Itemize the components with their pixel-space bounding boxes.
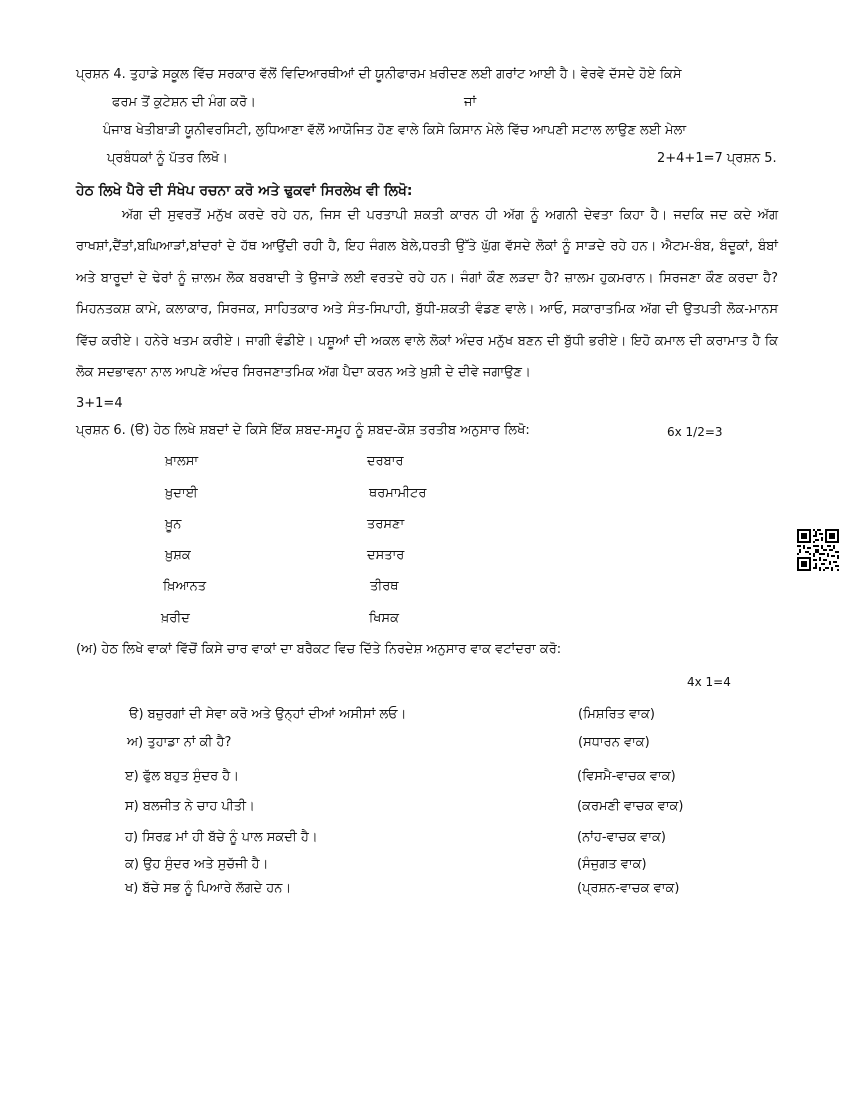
sentence-3: ੲ) ਫੁੱਲ ਬਹੁਤ ਸੁੰਦਰ ਹੈ। bbox=[125, 769, 240, 784]
q6a-heading: ਪ੍ਰਸ਼ਨ 6. (ੳ) ਹੇਠ ਲਿਖੇ ਸ਼ਬਦਾਂ ਦੇ ਕਿਸੇ ਇੱਕ ਸ਼ਬਦ-ਸਮੂਹ ਨੂੰ ਸ਼ਬਦ-ਕੋਸ਼ ਤਰਤੀਬ ਅਨੁਸਾਰ ਲਿਖੋ: bbox=[76, 423, 530, 438]
q4-line-1: ਪ੍ਰਸ਼ਨ 4. ਤੁਹਾਡੇ ਸਕੂਲ ਵਿੱਚ ਸਰਕਾਰ ਵੱਲੋਂ ਵਿਦਿਆਰਥੀਆਂ ਦੀ ਯੂਨੀਫਾਰਮ ਖ਼ਰੀਦਣ ਲਈ ਗਰਾਂਟ ਆਈ ਹੈ। ਵੇਰਵੇ ਦੱਸਦੇ ਹੋਏ ਕਿਸੇ bbox=[76, 67, 682, 82]
transform-1: (ਮਿਸ਼ਰਿਤ ਵਾਕ) bbox=[578, 707, 655, 722]
word-col1-5: ਖ਼ਿਆਨਤ bbox=[163, 579, 207, 594]
q5-marks: 3+1=4 bbox=[76, 396, 123, 412]
q4-or: ਜਾਂ bbox=[464, 95, 477, 110]
q6a-marks: 6x 1/2=3 bbox=[667, 425, 723, 439]
q4-line-4: ਪ੍ਰਬੰਧਕਾਂ ਨੂੰ ਪੱਤਰ ਲਿਖੋ। bbox=[107, 151, 228, 166]
word-col1-1: ਖ਼ਾਲਸਾ bbox=[165, 454, 199, 469]
q6b-heading: (ਅ) ਹੇਠ ਲਿਖੇ ਵਾਕਾਂ ਵਿੱਚੋਂ ਕਿਸੇ ਚਾਰ ਵਾਕਾਂ ਦਾ ਬਰੈਕਟ ਵਿਚ ਦਿੱਤੇ ਨਿਰਦੇਸ਼ ਅਨੁਸਾਰ ਵਾਕ ਵਟਾਂਦਰਾ ਕਰੋ: bbox=[76, 642, 562, 657]
word-col1-6: ਖ਼ਰੀਦ bbox=[161, 611, 190, 626]
q4-marks: 2+4+1=7 ਪ੍ਰਸ਼ਨ 5. bbox=[657, 151, 777, 166]
sentence-1: ੳ) ਬਜ਼ੁਰਗਾਂ ਦੀ ਸੇਵਾ ਕਰੋ ਅਤੇ ਉਨ੍ਹਾਂ ਦੀਆਂ ਅਸੀਸਾਂ ਲਓ। bbox=[129, 707, 407, 722]
q6b-marks: 4x 1=4 bbox=[687, 675, 731, 689]
sentence-5: ਹ) ਸਿਰਫ਼ ਮਾਂ ਹੀ ਬੱਚੇ ਨੂੰ ਪਾਲ ਸਕਦੀ ਹੈ। bbox=[125, 830, 318, 845]
word-col2-4: ਦਸਤਾਰ bbox=[367, 548, 405, 563]
q5-heading: ਹੇਠ ਲਿਖੇ ਪੈਰੇ ਦੀ ਸੰਖੇਪ ਰਚਨਾ ਕਰੋ ਅਤੇ ਢੁਕਵਾਂ ਸਿਰਲੇਖ ਵੀ ਲਿਖੋ: bbox=[76, 183, 413, 199]
word-col2-6: ਖਿਸਕ bbox=[369, 611, 399, 626]
q4-line-2: ਫਰਮ ਤੋਂ ਕੁਟੇਸ਼ਨ ਦੀ ਮੰਗ ਕਰੋ। bbox=[112, 95, 256, 110]
sentence-2: ਅ) ਤੁਹਾਡਾ ਨਾਂ ਕੀ ਹੈ? bbox=[127, 735, 232, 750]
transform-3: (ਵਿਸਮੈ-ਵਾਚਕ ਵਾਕ) bbox=[577, 769, 676, 784]
word-col1-2: ਖ਼ੁਦਾਈ bbox=[165, 486, 198, 501]
sentence-4: ਸ) ਬਲਜੀਤ ਨੇ ਚਾਹ ਪੀਤੀ। bbox=[125, 799, 255, 814]
q5-paragraph: ਅੱਗ ਦੀ ਸੁਵਰਤੋਂ ਮਨੁੱਖ ਕਰਦੇ ਰਹੇ ਹਨ, ਜਿਸ ਦੀ ਪਰਤਾਪੀ ਸ਼ਕਤੀ ਕਾਰਨ ਹੀ ਅੱਗ ਨੂੰ ਅਗਨੀ ਦੇਵਤਾ ਕਿਹਾ ਹੈ। ਜਦਕਿ ਜਦ ਕਦੇ ਅੱਗ ਰਾਖਸ਼ਾਂ,ਦੈਂਤਾਂ,ਬਘਿਆੜਾਂ,ਬਾਂਦਰਾਂ ਦੇ ਹੱਥ ਆਉਂਦੀ ਰਹੀ ਹੈ, ਇਹ ਜੰਗਲ ਬੇਲੇ,ਧਰਤੀ ਉੱਤੇ ਘੁੱਗ ਵੱਸਦੇ ਲੋਕਾਂ ਨੂੰ ਸਾੜਦੇ ਰਹੇ ਹਨ। ਐਟਮ-ਬੰਬ, ਬੰਦੂਕਾਂ, ਬੰਬਾਂ ਅਤੇ ਬਾਰੂਦਾਂ ਦੇ ਢੇਰਾਂ ਨੂੰ ਜ਼ਾਲਮ ਲੋਕ ਬਰਬਾਦੀ ਤੇ ਉਜਾੜੇ ਲਈ ਵਰਤਦੇ ਰਹੇ ਹਨ। ਜੰਗਾਂ ਕੌਣ ਲੜਦਾ ਹੈ? ਜ਼ਾਲਮ ਹੁਕਮਰਾਨ। ਸਿਰਜਣਾ ਕੌਣ ਕਰਦਾ ਹੈ? ਮਿਹਨਤਕਸ਼ ਕਾਮੇ, ਕਲਾਕਾਰ, ਸਿਰਜਕ, ਸਾਹਿਤਕਾਰ ਅਤੇ ਸੰਤ-ਸਿਪਾਹੀ, ਬੁੱਧੀ-ਸ਼ਕਤੀ ਵੰਡਣ ਵਾਲੇ। ਆਓ, ਸਕਾਰਾਤਮਿਕ ਅੱਗ ਦੀ ਉਤਪਤੀ ਲੋਕ-ਮਾਨਸ ਵਿੱਚ ਕਰੀਏ। ਹਨੇਰੇ ਖਤਮ ਕਰੀਏ। ਜਾਗੀ ਵੰਡੀਏ। ਪਸ਼ੂਆਂ ਦੀ ਅਕਲ ਵਾਲੇ ਲੋਕਾਂ ਅੰਦਰ ਮਨੁੱਖ ਬਣਨ ਦੀ ਬੁੱਧੀ ਭਰੀਏ। ਇਹੋ ਕਮਾਲ ਦੀ ਕਰਾਮਾਤ ਹੈ ਕਿ ਲੋਕ ਸਦਭਾਵਨਾ ਨਾਲ ਆਪਣੇ ਅੰਦਰ ਸਿਰਜਣਾਤਮਿਕ ਅੱਗ ਪੈਦਾ ਕਰਨ ਅਤੇ ਖ਼ੁਸ਼ੀ ਦੇ ਦੀਵੇ ਜਗਾਉਣ। bbox=[76, 208, 778, 381]
word-col2-3: ਤਰਸਣਾ bbox=[367, 517, 405, 532]
sentence-7: ਖ) ਬੱਚੇ ਸਭ ਨੂੰ ਪਿਆਰੇ ਲੱਗਦੇ ਹਨ। bbox=[125, 881, 292, 896]
word-col2-2: ਥਰਮਾਮੀਟਰ bbox=[369, 486, 427, 501]
word-col1-4: ਖ਼ੁਸ਼ਕ bbox=[165, 548, 191, 563]
transform-6: (ਸੰਜੁਗਤ ਵਾਕ) bbox=[577, 857, 647, 872]
transform-5: (ਨਾਂਹ-ਵਾਚਕ ਵਾਕ) bbox=[577, 830, 666, 845]
word-col1-3: ਖ਼ੂਨ bbox=[165, 517, 182, 532]
word-col2-1: ਦਰਬਾਰ bbox=[367, 454, 404, 469]
qr-code-icon bbox=[797, 529, 839, 571]
q5-passage bbox=[76, 200, 778, 420]
transform-4: (ਕਰਮਣੀ ਵਾਚਕ ਵਾਕ) bbox=[577, 799, 684, 814]
q4-line-3: ਪੰਜਾਬ ਖੇਤੀਬਾੜੀ ਯੂਨੀਵਰਸਿਟੀ, ਲੁਧਿਆਣਾ ਵੱਲੋਂ ਆਯੋਜਿਤ ਹੋਣ ਵਾਲੇ ਕਿਸੇ ਕਿਸਾਨ ਮੇਲੇ ਵਿੱਚ ਆਪਣੀ ਸਟਾਲ ਲਾਉਣ ਲਈ ਮੇਲਾ bbox=[103, 123, 687, 138]
transform-7: (ਪ੍ਰਸ਼ਨ-ਵਾਚਕ ਵਾਕ) bbox=[577, 881, 680, 896]
word-col2-5: ਤੀਰਥ bbox=[370, 579, 399, 594]
transform-2: (ਸਧਾਰਨ ਵਾਕ) bbox=[578, 735, 650, 750]
sentence-6: ਕ) ਉਹ ਸੁੰਦਰ ਅਤੇ ਸੁਚੱਜੀ ਹੈ। bbox=[125, 857, 269, 872]
